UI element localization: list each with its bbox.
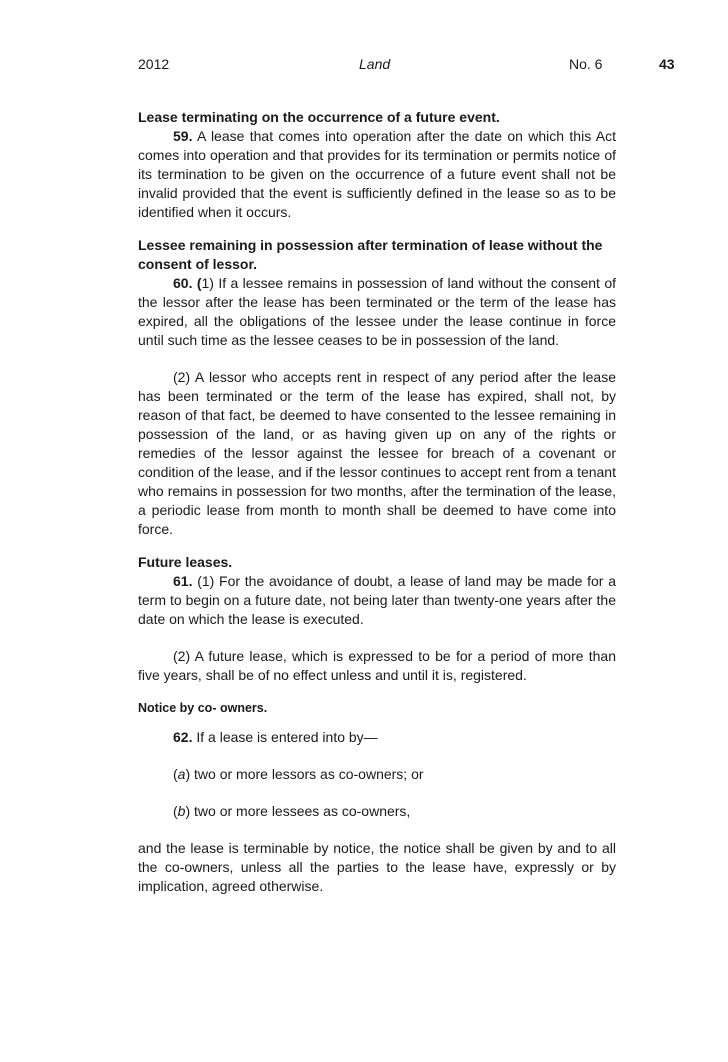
item-b-letter: b bbox=[177, 803, 186, 819]
section-60-heading: Lessee remaining in possession after termination of lease without the consent of lessor. bbox=[138, 237, 603, 272]
section-62-closing: and the lease is terminable by notice, the notice shall be given by and to all the co-owners, unless all the parties to the lease have, expressly or by implication, agreed otherwise. bbox=[138, 840, 616, 894]
section-61-subsection-1 bbox=[138, 572, 616, 629]
header-year: 2012 bbox=[138, 56, 170, 72]
section-62-item-b bbox=[138, 802, 616, 821]
item-a-open: ( bbox=[173, 766, 178, 782]
page-number: 43 bbox=[659, 56, 675, 72]
section-59-number: 59. bbox=[173, 128, 193, 144]
section-59-body: A lease that comes into operation after the date on which this Act comes into operation and that provides for its termination or permits notice of its termination to be given on the occurrence of a future event shall not be invalid provided that the event is sufficiently defined in the lease so as to be identified when it occurs. bbox=[138, 128, 616, 220]
section-60-body-1: 1) If a lessee remains in possession of land without the consent of the lessor after the lease has been terminated or the term of the lease has expired, all the obligations of the lessee under the lease continue in force until such time as the lessee ceases to be in possession of the land. bbox=[138, 275, 616, 348]
section-62-item-a bbox=[138, 765, 616, 784]
section-60-number: 60. ( bbox=[173, 275, 202, 291]
section-62-heading: Notice by co- owners. bbox=[138, 701, 268, 715]
section-61-body-1: (1) For the avoidance of doubt, a lease of land may be made for a term to begin on a future date, not being later than twenty-one years after the date on which the lease is executed. bbox=[138, 573, 616, 627]
header-act-number: No. 6 bbox=[569, 56, 603, 72]
section-61-subsection-2: (2) A future lease, which is expressed to be for a period of more than five years, shall be of no effect unless and until it is, registered. bbox=[138, 648, 616, 683]
section-60-subsection-2: (2) A lessor who accepts rent in respect of any period after the lease has been terminated or the term of the lease has expired, shall not, by reason of that fact, be deemed to have consented to the lessee remaining in possession of the land, or as having given up on any of the rights or remedies of the lessor against the lessee for breach of a covenant or condition of the lease, and if the lessor continues to accept rent from a tenant who remains in possession for two months, after the termination of the lease, a periodic lease from month to month shall be deemed to have come into force. bbox=[138, 369, 616, 537]
section-61-heading: Future leases. bbox=[138, 554, 233, 570]
section-62-number: 62. bbox=[173, 729, 193, 745]
item-a-letter: a bbox=[177, 766, 186, 782]
item-a-text: ) two or more lessors as co-owners; or bbox=[185, 766, 424, 782]
section-59-heading: Lease terminating on the occurrence of a future event. bbox=[138, 109, 500, 125]
item-b-text: ) two or more lessees as co-owners, bbox=[185, 803, 411, 819]
item-b-open: ( bbox=[173, 803, 178, 819]
section-62-body: If a lease is entered into by— bbox=[192, 729, 378, 745]
section-62-intro bbox=[138, 728, 616, 747]
document-body bbox=[138, 108, 616, 896]
section-59-text bbox=[138, 127, 616, 222]
header-title: Land bbox=[359, 56, 391, 72]
section-60-subsection-1 bbox=[138, 274, 616, 350]
section-61-number: 61. bbox=[173, 573, 193, 589]
